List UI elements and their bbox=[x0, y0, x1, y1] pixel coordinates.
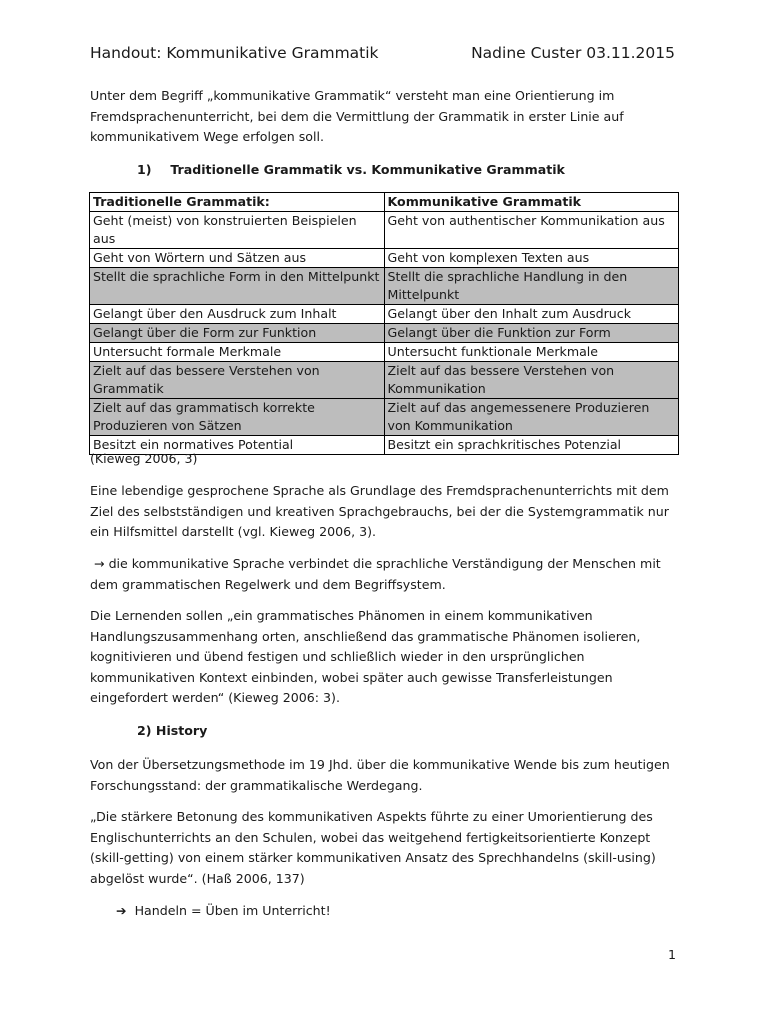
conclusion-line bbox=[116, 901, 676, 922]
table-cell-traditional: Untersucht formale Merkmale bbox=[90, 343, 385, 362]
section-1-heading bbox=[137, 160, 565, 180]
table-row bbox=[90, 343, 679, 362]
section-1-number: 1) bbox=[137, 162, 152, 177]
table-cell-communicative: Geht von authentischer Kommunikation aus bbox=[384, 212, 679, 249]
page-header bbox=[90, 44, 675, 62]
table-cell-communicative: Stellt die sprachliche Handlung in den Mittelpunkt bbox=[384, 268, 679, 305]
table-row bbox=[90, 212, 679, 249]
section-1-title: Traditionelle Grammatik vs. Kommunikative Grammatik bbox=[170, 162, 565, 177]
paragraph-living-language: Eine lebendige gesprochene Sprache als Grundlage des Fremdsprachenunterrichts mit dem Ziel des selbstständigen und kreativen Sprachgebrauchs, bei der die Systemgrammatik nur ein Hilfsmittel darstellt (vgl. Kieweg 2006, 3). bbox=[90, 483, 669, 539]
table-cell-traditional: Geht von Wörtern und Sätzen aus bbox=[90, 249, 385, 268]
table-cell-traditional: Stellt die sprachliche Form in den Mittelpunkt bbox=[90, 268, 385, 305]
table-cell-traditional: Gelangt über den Ausdruck zum Inhalt bbox=[90, 305, 385, 324]
table-row bbox=[90, 362, 679, 399]
table-cell-communicative: Geht von komplexen Texten aus bbox=[384, 249, 679, 268]
table-row bbox=[90, 268, 679, 305]
arrow-note-text: die kommunikative Sprache verbindet die sprachliche Verständigung der Menschen mit dem grammatischen Regelwerk und dem Begriffsystem. bbox=[90, 556, 661, 592]
page-number: 1 bbox=[667, 947, 676, 962]
table-header-row bbox=[90, 193, 679, 212]
table-cell-communicative: Untersucht funktionale Merkmale bbox=[384, 343, 679, 362]
table-row bbox=[90, 305, 679, 324]
arrow-right-icon: → bbox=[90, 556, 105, 571]
table-header-traditional: Traditionelle Grammatik: bbox=[90, 193, 385, 212]
section-2-heading: 2) History bbox=[137, 723, 208, 738]
table-row bbox=[90, 249, 679, 268]
header-title: Handout: Kommunikative Grammatik bbox=[90, 44, 379, 62]
table-header-communicative: Kommunikative Grammatik bbox=[384, 193, 679, 212]
table-row bbox=[90, 324, 679, 343]
table-cell-traditional: Geht (meist) von konstruierten Beispielen aus bbox=[90, 212, 385, 249]
table-cell-communicative: Gelangt über die Funktion zur Form bbox=[384, 324, 679, 343]
table-cell-communicative: Gelangt über den Inhalt zum Ausdruck bbox=[384, 305, 679, 324]
table-row bbox=[90, 399, 679, 436]
table-cell-traditional: Gelangt über die Form zur Funktion bbox=[90, 324, 385, 343]
comparison-table bbox=[89, 192, 679, 455]
conclusion-text: Handeln = Üben im Unterricht! bbox=[134, 903, 331, 918]
table-cell-communicative: Zielt auf das bessere Verstehen von Kommunikation bbox=[384, 362, 679, 399]
header-author-date: Nadine Custer 03.11.2015 bbox=[471, 44, 675, 62]
paragraph-learners-quote: Die Lernenden sollen „ein grammatisches Phänomen in einem kommunikativen Handlungszusammenhang orten, anschließend das grammatische Phänomen isolieren, kognitivieren und übend festigen und schließlich wieder in den ursprünglichen kommunikativen Kontext einbinden, wobei später auch gewisse Transferleistungen eingefordert werden“ (Kieweg 2006: 3). bbox=[90, 608, 641, 705]
table-cell-communicative: Zielt auf das angemessenere Produzieren von Kommunikation bbox=[384, 399, 679, 436]
table-cell-traditional: Zielt auf das bessere Verstehen von Grammatik bbox=[90, 362, 385, 399]
paragraph-history: Von der Übersetzungsmethode im 19 Jhd. über die kommunikative Wende bis zum heutigen Forschungsstand: der grammatikalische Werdegang. bbox=[90, 757, 670, 793]
paragraph-arrow-note bbox=[90, 554, 680, 595]
table-source: (Kieweg 2006, 3) bbox=[90, 451, 198, 466]
table-cell-traditional: Besitzt ein normatives Potential bbox=[90, 436, 385, 455]
paragraph-hass-quote: „Die stärkere Betonung des kommunikativen Aspekts führte zu einer Umorientierung des Englischunterrichts an den Schulen, wobei das weitgehend fertigkeitsorientierte Konzept (skill-getting) von einem stärker kommunikativen Ansatz des Sprechhandelns (skill-using) abgelöst wurde“. (Haß 2006, 137) bbox=[90, 809, 656, 886]
table-cell-traditional: Zielt auf das grammatisch korrekte Produzieren von Sätzen bbox=[90, 399, 385, 436]
bold-arrow-right-icon: ➔ bbox=[116, 903, 127, 918]
intro-paragraph: Unter dem Begriff „kommunikative Grammatik“ versteht man eine Orientierung im Fremdsprachenunterricht, bei dem die Vermittlung der Grammatik in erster Linie auf kommunikativem Wege erfolgen soll. bbox=[90, 88, 624, 144]
table-cell-communicative: Besitzt ein sprachkritisches Potenzial bbox=[384, 436, 679, 455]
